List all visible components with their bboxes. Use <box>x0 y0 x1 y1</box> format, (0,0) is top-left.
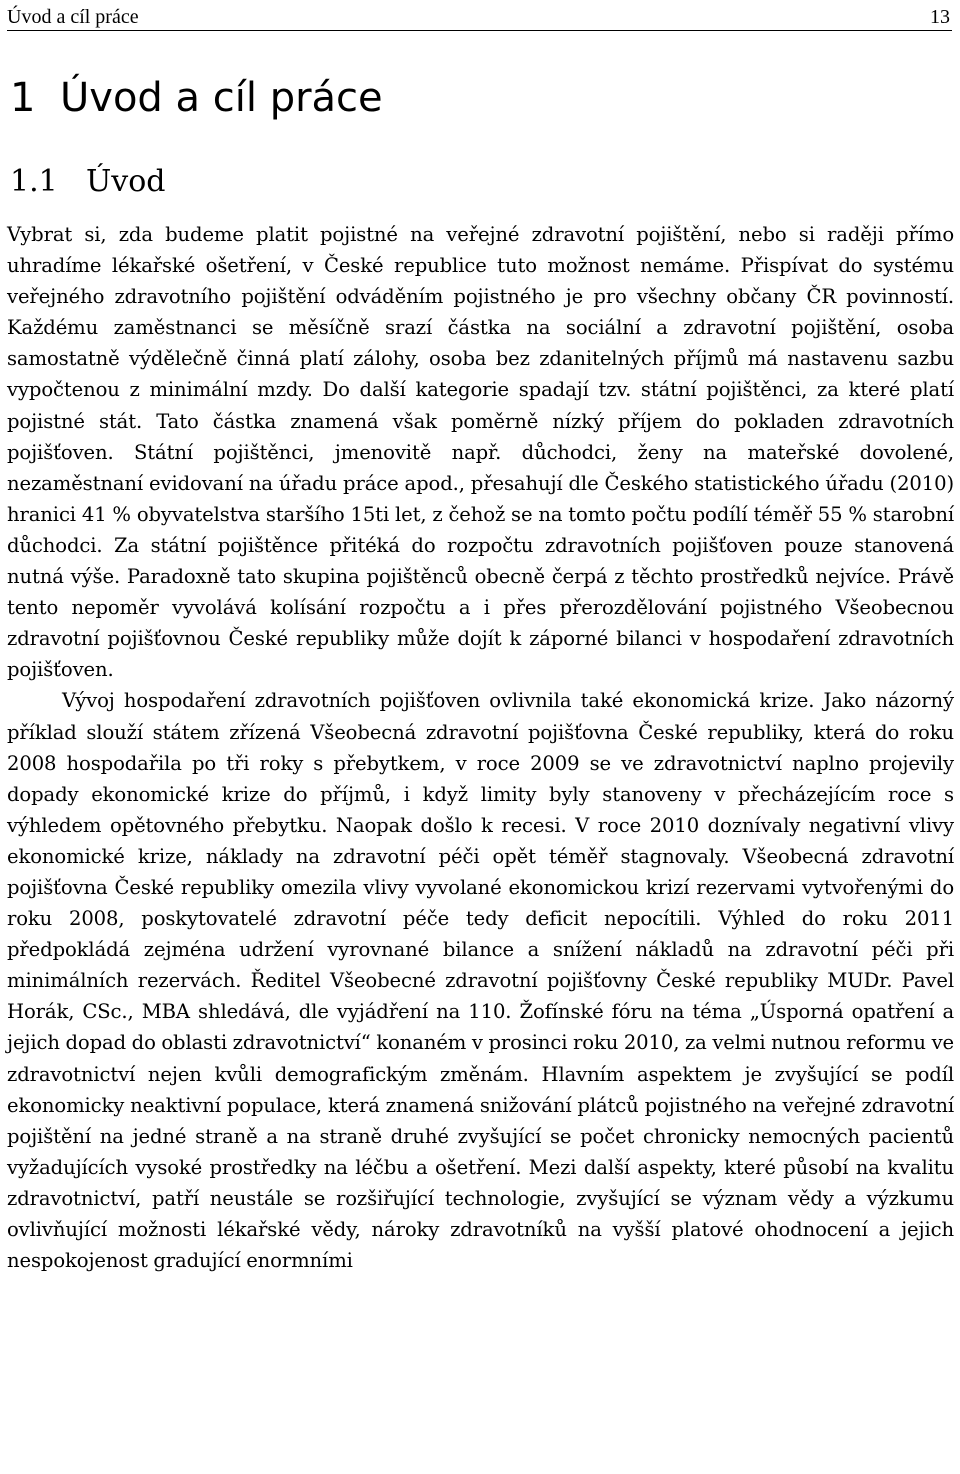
chapter-number: 1 <box>10 75 36 121</box>
page-number: 13 <box>930 6 950 28</box>
running-header <box>7 4 952 31</box>
section-heading <box>10 162 166 202</box>
body-text <box>7 219 954 1276</box>
chapter-heading <box>10 72 383 124</box>
section-title: Úvod <box>86 164 166 199</box>
section-number: 1.1 <box>10 164 58 199</box>
running-header-title: Úvod a cíl práce <box>7 6 139 28</box>
paragraph-2: Vývoj hospodaření zdravotních pojišťoven ovlivnila také ekonomická krize. Jako názorný příklad slouží státem zřízená Všeobecná zdravotní pojišťovna České republiky, která do roku 2008 hospodařila po tři roky s přebytkem, v roce 2009 se ve zdravotnictví naplno projevily dopady ekonomické krize do příjmů, i když limity byly stanoveny v přecházejícím roce s výhledem opětovného přebytku. Naopak došlo k recesi. V roce 2010 doznívaly negativní vlivy ekonomické krize, náklady na zdravotní péči opět téměř stagnovaly. Všeobecná zdravotní pojišťovna České republiky omezila vlivy vyvolané ekonomickou krizí rezervami vytvořenými do roku 2008, poskytovatelé zdravotní péče tedy deficit nepocítili. Výhled do roku 2011 předpokládá zejména udržení vyrovnané bilance a snížení nákladů na zdravotní péči při minimálních rezervách. Ředitel Všeobecné zdravotní pojišťovny České republiky MUDr. Pavel Horák, CSc., MBA shledává, dle vyjádření na 110. Žofínské fóru na téma „Úsporná opatření a jejich dopad do oblasti zdravotnictví“ konaném v prosinci roku 2010, za velmi nutnou reformu ve zdravotnictví nejen kvůli demografickým změnám. Hlavním aspektem je zvyšující se podíl ekonomicky neaktivní populace, která znamená snižování plátců pojistného na veřejné zdravotní pojištění na jedné straně a na straně druhé zvyšující se počet chronicky nemocných pacientů vyžadujících vysoké prostředky na léčbu a ošetření. Mezi další aspekty, které působí na kvalitu zdravotnictví, patří neustále se rozšiřující technologie, zvyšující se význam vědy a výzkumu ovlivňující možnosti lékařské vědy, nároky zdravotníků na vyšší platové ohodnocení a jejich nespokojenost gradující enormními <box>7 689 954 1273</box>
paragraph-1: Vybrat si, zda budeme platit pojistné na veřejné zdravotní pojištění, nebo si raději přímo uhradíme lékařské ošetření, v České republice tuto možnost nemáme. Přispívat do systému veřejného zdravotního pojištění odváděním pojistného je pro všechny občany ČR povinností. Každému zaměstnanci se měsíčně srazí částka na sociální a zdravotní pojištění, osoba samostatně výdělečně činná platí zálohy, osoba bez zdanitelných příjmů má nastavenu sazbu vypočtenou z minimální mzdy. Do další kategorie spadají tzv. státní pojištěnci, za které platí pojistné stát. Tato částka znamená však poměrně nízký příjem do pokladen zdravotních pojišťoven. Státní pojištěnci, jmenovitě např. důchodci, ženy na mateřské dovolené, nezaměstnaní evidovaní na úřadu práce apod., přesahují dle Českého statistického úřadu (2010) hranici 41 % obyvatelstva staršího 15ti let, z čehož se na tomto počtu podílí téměř 55 % starobní důchodci. Za státní pojištěnce přitéká do rozpočtu zdravotních pojišťoven pouze stanovená nutná výše. Paradoxně tato skupina pojištěnců obecně čerpá z těchto prostředků nejvíce. Právě tento nepoměr vyvolává kolísání rozpočtu a i přes přerozdělování pojistného Všeobecnou zdravotní pojišťovnou České republiky může dojít k záporné bilanci v hospodaření zdravotních pojišťoven. <box>7 223 954 682</box>
chapter-title: Úvod a cíl práce <box>60 75 383 121</box>
